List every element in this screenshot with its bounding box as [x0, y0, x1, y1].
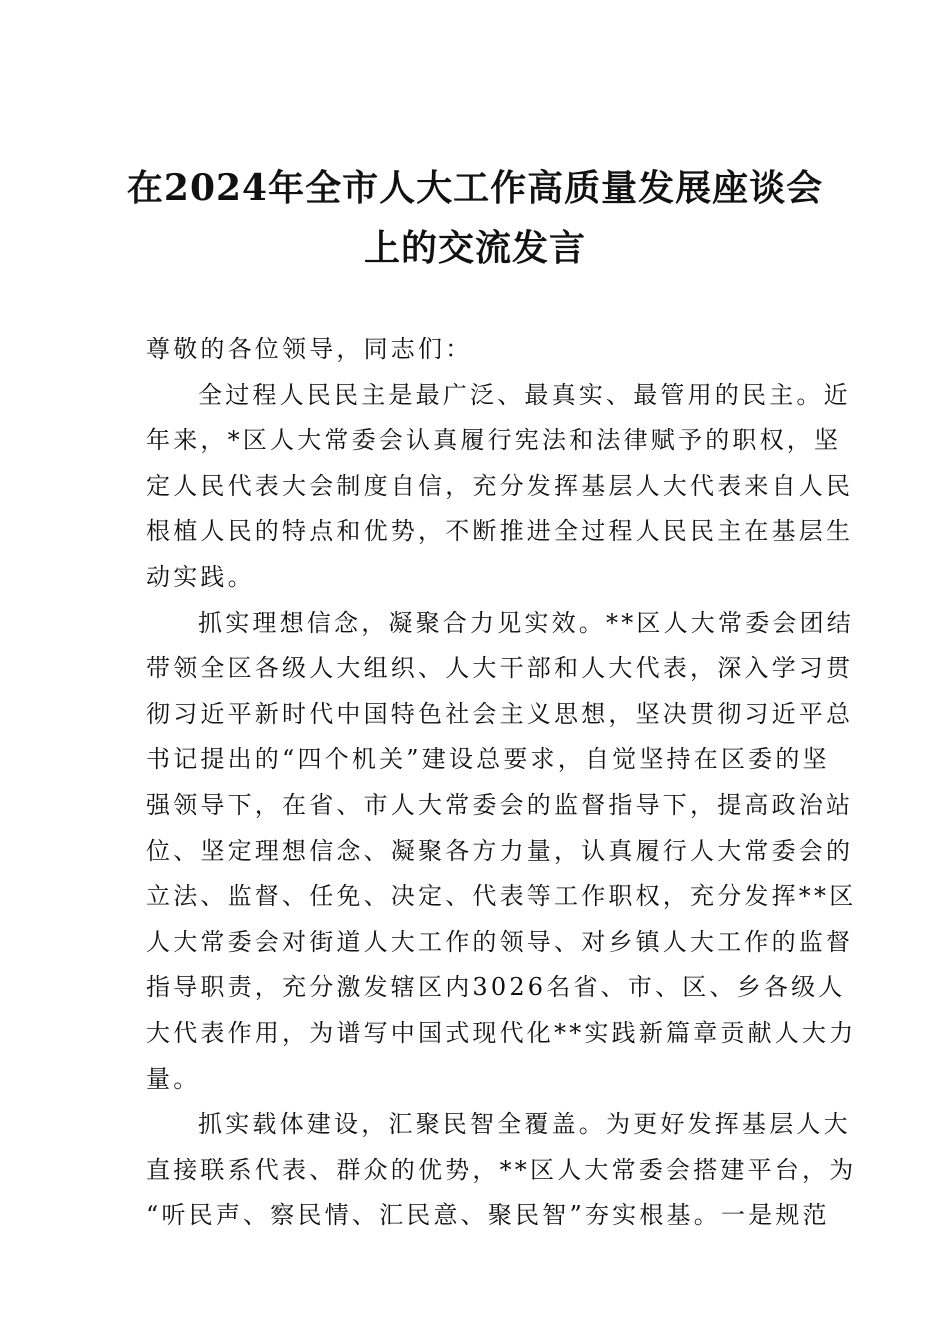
paragraph-line: 抓实理想信念，凝聚合力见实效。**区人大常委会团结 — [198, 608, 854, 637]
salutation: 尊敬的各位领导，同志们： — [146, 335, 473, 363]
paragraph-1 — [146, 373, 854, 601]
paragraph-line: 人大常委会对街道人大工作的领导、对乡镇人大工作的监督 — [146, 927, 854, 956]
paragraph-line: 位、坚定理想信念、凝聚各方力量，认真履行人大常委会的 — [146, 836, 854, 865]
paragraph-line: 立法、监督、任免、决定、代表等工作职权，充分发挥**区 — [146, 882, 857, 911]
paragraph-2 — [146, 601, 857, 1103]
paragraph-line: 根植人民的特点和优势，不断推进全过程人民民主在基层生 — [146, 517, 854, 546]
paragraph-line: 彻习近平新时代中国特色社会主义思想，坚决贯彻习近平总 — [146, 699, 854, 728]
paragraph-line: 指导职责，充分激发辖区内3026名省、市、区、乡各级人 — [146, 973, 846, 1002]
paragraph-line: 动实践。 — [146, 562, 255, 591]
paragraph-line: 强领导下，在省、市人大常委会的监督指导下，提高政治站 — [146, 790, 854, 819]
paragraph-line: 大代表作用，为谱写中国式现代化**实践新篇章贡献人大力 — [146, 1018, 857, 1047]
paragraph-line: 年来，*区人大常委会认真履行宪法和法律赋予的职权，坚 — [146, 426, 842, 455]
document-body — [146, 327, 857, 1239]
paragraph-line: 书记提出的“四个机关”建设总要求，自觉坚持在区委的坚 — [146, 745, 830, 774]
title-line-1: 在2024年全市人大工作高质量发展座谈会 — [126, 167, 824, 209]
paragraph-line: 全过程人民民主是最广泛、最真实、最管用的民主。近 — [198, 380, 851, 409]
paragraph-line: 定人民代表大会制度自信，充分发挥基层人大代表来自人民 — [146, 471, 854, 500]
paragraph-line: 直接联系代表、群众的优势，**区人大常委会搭建平台，为 — [146, 1155, 857, 1184]
paragraph-line: 抓实载体建设，汇聚民智全覆盖。为更好发挥基层人大 — [198, 1110, 851, 1139]
paragraph-line: 带领全区各级人大组织、人大干部和人大代表，深入学习贯 — [146, 654, 854, 683]
paragraph-line: “听民声、察民情、汇民意、聚民智”夯实根基。一是规范 — [146, 1201, 830, 1230]
document-title — [100, 158, 850, 278]
paragraph-3 — [146, 1102, 857, 1239]
paragraph-line: 量。 — [146, 1064, 201, 1093]
title-line-2: 上的交流发言 — [363, 227, 586, 269]
